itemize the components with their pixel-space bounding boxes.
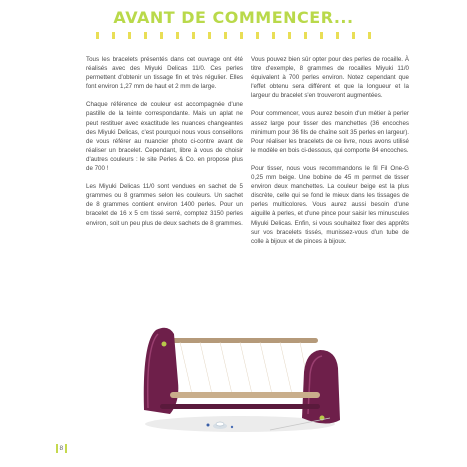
decorative-dot-row bbox=[0, 32, 467, 39]
paragraph: Tous les bracelets présentés dans cet ouvrage ont été réalisés avec des Miyuki Delicas 11/0. Ces perles permettent d'obtenir un tissage fin et très régulier. Elles font environ 1,27 mm de haut et 2 mm de large. bbox=[86, 56, 243, 91]
paragraph: Pour commencer, vous aurez besoin d'un métier à perler assez large pour tisser des manchettes (36 encoches minimum pour 36 fils de chaîne soit 35 perles en largeur). Pour réaliser les bracelets de ce livre, nous avons utilisé le modèle en bois ci-dessous, qui comporte 84 encoches. bbox=[251, 110, 409, 154]
page-number bbox=[56, 444, 67, 453]
page-title: AVANT DE COMMENCER... bbox=[113, 8, 354, 27]
page-number-text: 8 bbox=[59, 445, 64, 452]
paragraph: Chaque référence de couleur est accompagnée d'une pastille de la teinte correspondante. Mais un aplat ne peut restituer avec exactitude les nuances changeantes des Miyuki Delicas, c'est pourquoi nous vous conseillons de vous référer au nuancier photo ci-contre avant de réaliser un bracelet. Cependant, libre à vous de choisir d'autres couleurs : le site Perles & Co. en propose plus de 700 ! bbox=[86, 101, 243, 173]
paragraph: Vous pouvez bien sûr opter pour des perles de rocaille. À titre d'exemple, 8 grammes de rocailles Miyuki 11/0 équivalent à 700 perles environ. Notez cependant que l'effet obtenu sera différent et que la longueur et la largeur du bracelet s'en trouveront augmentées. bbox=[251, 56, 409, 100]
paragraph: Pour tisser, nous vous recommandons le fil Fil One-G 0,25 mm beige. Une bobine de 45 m permet de tisser environ deux manchettes. La couleur beige est la plus discrète, celle qui se fond le mieux dans les tissages de perles multicolores. Vous aurez aussi besoin d'une aiguille à perles, et d'une pince pour saisir les minuscules Miyuki Delicas. Enfin, si vous souhaitez fixer des apprêts sur vos bracelets tissés, munissez-vous d'un tube de colle à bijoux et de pinces à bijoux. bbox=[251, 164, 409, 245]
paragraph: Les Miyuki Delicas 11/0 sont vendues en sachet de 5 grammes ou 8 grammes selon les couleurs. Un sachet de 8 grammes contient environ 1400 perles. Pour un bracelet de 16 x 5 cm tissé serré, comptez 3150 perles environ, soit un peu plus de deux sachets de 8 grammes. bbox=[86, 183, 243, 227]
left-text-column bbox=[86, 55, 243, 237]
bead-loom-illustration bbox=[140, 322, 345, 437]
right-text-column bbox=[251, 55, 409, 255]
